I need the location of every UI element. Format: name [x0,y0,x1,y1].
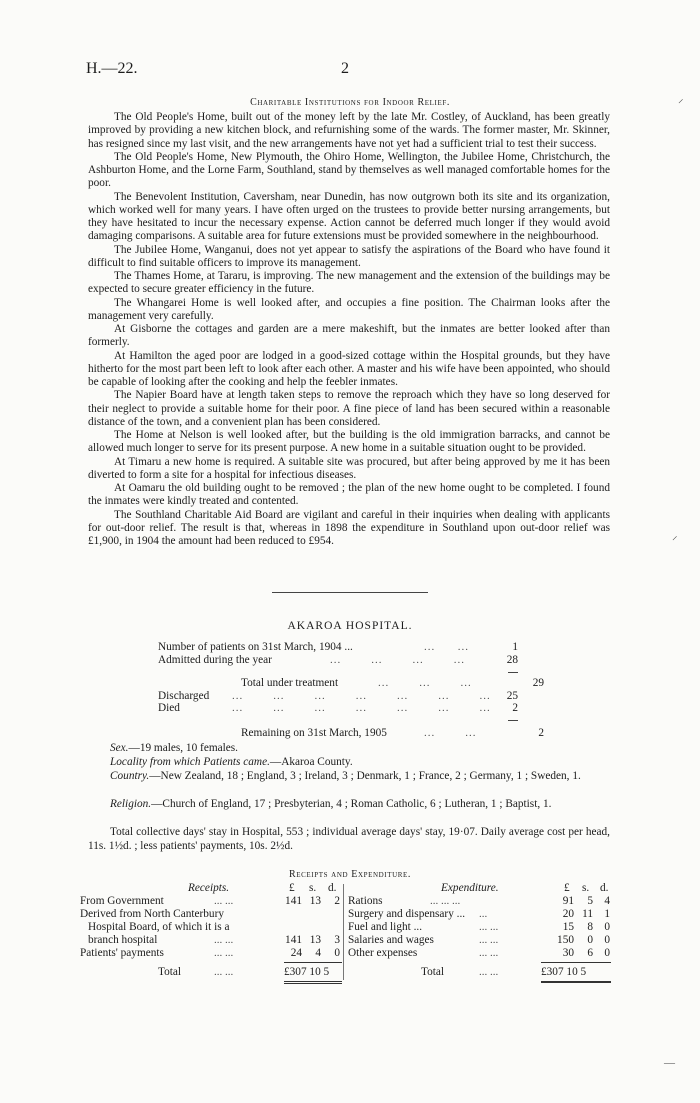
expenditure-shillings: 8 [587,921,593,933]
stat-label-died: Died [158,702,180,714]
paragraph: At Timaru a new home is required. A suitable site was procured, but after being approved by me it has been diverted to form a site for a hospital for infectious diseases. [88,455,610,481]
expenditure-pounds: 15 [562,921,574,933]
expenditure-label: Rations [348,895,383,907]
leader-dots: ... ... [214,934,234,946]
paragraph: At Oamaru the old building ought to be removed ; the plan of the new home ought to be completed. I found the inmates were kindly treated and contented. [88,482,610,508]
stat-label-discharged: Discharged [158,690,210,702]
expenditure-shillings: 6 [587,947,593,959]
hospital-title: AKAROA HOSPITAL. [287,620,413,632]
document-reference: H.—22. [86,60,138,77]
section-divider [272,592,428,593]
expenditure-total-label: Total [421,966,445,978]
stay-line: Total collective days' stay in Hospital, 553 ; individual average days' stay, 19·07. Daily average cost per head, 11s. 1½d. ; less patients' payments, 10s. 2½d. [88,826,610,852]
expenditure-pounds: 20 [562,908,574,920]
receipts-total-amount: £307 10 5 [284,966,330,978]
double-rule [284,981,342,982]
margin-mark: ⸍ [672,535,678,547]
expenditure-pence: 0 [604,934,610,946]
stat-label-remaining: Remaining on 31st March, 1905 [241,727,387,739]
margin-mark: — [664,1057,675,1069]
expenditure-pence: 0 [604,947,610,959]
religion-text: —Church of England, 17 ; Presbyterian, 4 ; Roman Catholic, 6 ; Lutheran, 1 ; Baptist, 1. [151,798,552,810]
money-col-pence: d. [600,882,609,894]
paragraph: The Old People's Home, built out of the money left by the late Mr. Costley, of Auckland, has been greatly improved by providing a new kitchen block, and refurnishing some of the wards. The former master, Mr. Skinner, has resigned since my last visit, and the new arrangements have not yet had a sufficient trial to test their success. [88,111,610,150]
country-line [88,770,610,784]
leader-dots: ... ... [214,966,234,978]
receipt-label: Patients' payments [80,947,164,959]
receipt-shillings: 13 [309,895,321,907]
paragraph: The Southland Charitable Aid Board are vigilant and careful in their inquiries when dealing with applicants for out-door relief. The result is that, whereas in 1898 the expenditure in Southland upon out-door relief was £1,900, in 1904 the amount had been reduced to £954. [88,508,610,547]
receipt-shillings: 13 [309,934,321,946]
double-rule [284,983,342,984]
sex-text: —19 males, 10 females. [128,742,239,754]
money-col-pounds: £ [289,882,295,894]
total-rule [284,962,342,963]
paragraph: The Home at Nelson is well looked after, but the building is the old immigration barracks, and cannot be allowed much longer to serve for its present purpose. A new home in a suitable situation ought to be provided. [88,429,610,455]
leader-dots: ... [479,908,488,920]
paragraph: The Old People's Home, New Plymouth, the Ohiro Home, Wellington, the Jubilee Home, Christchurch, the Ashburton Home, and the Lorne Farm, Southland, stand by themselves as well managed comfortable homes for the poor. [88,150,610,190]
paragraph: The Benevolent Institution, Caversham, near Dunedin, has now outgrown both its site and its organization, which worked well for many years. I have often urged on the trustees to provide better nursing arrangements, but they have hesitated to incur the necessary expense. Action cannot be deferred much longer if they would avoid damaging comparisons. A suitable area for future extensions must be provided somewhere in the neighbourhood. [88,190,610,243]
body-text [88,111,610,548]
expenditure-label: Fuel and light ... [348,921,423,933]
leader-dots: ... ... [479,947,499,959]
receipt-pounds: 141 [285,934,302,946]
column-divider [343,884,344,980]
country-label: Country. [110,770,150,782]
stat-label-patients: Number of patients on 31st March, 1904 ... [158,641,353,653]
paragraph: The Napier Board have at length taken steps to remove the reproach which they have so long deserved for their neglect to provide a suitable home for their poor. A fine piece of land has been secured within a reasonable distance of the town, and a convenient plan has been considered. [88,389,610,428]
section-title: Charitable Institutions for Indoor Relief. [250,97,450,108]
receipt-pence: 3 [334,934,340,946]
expenditure-shillings: 11 [582,908,593,920]
expenditure-label: Surgery and dispensary ... [348,908,466,920]
country-text: —New Zealand, 18 ; England, 3 ; Ireland, 3 ; Denmark, 1 ; France, 2 ; Germany, 1 ; Sweden, 1. [149,770,581,782]
leader-dots: ... ... [424,641,469,653]
receipt-label: Derived from North Canterbury [80,908,224,920]
total-rule [541,962,611,963]
money-col-shillings: s. [582,882,590,894]
locality-text: —Akaroa County. [269,756,353,768]
paragraph: The Thames Home, at Tararu, is improving. The new management and the extension of the buildings may be expected to secure greater efficiency in the future. [88,270,610,296]
paragraph: The Jubilee Home, Wanganui, does not yet appear to satisfy the aspirations of the Board who have found it difficult to find suitable officers to improve its management. [88,243,610,269]
leader-dots: ... ... ... [430,895,461,907]
receipt-shillings: 4 [315,947,321,959]
receipt-pence: 0 [334,947,340,959]
expenditure-pence: 1 [604,908,610,920]
expenditure-total-amount: £307 10 5 [541,966,587,978]
sum-rule [508,672,518,673]
leader-dots: ... ... [214,895,234,907]
expenditure-pounds: 30 [562,947,574,959]
expenditure-label: Salaries and wages [348,934,434,946]
receipts-heading: Receipts. [188,882,230,894]
religion-line [88,798,610,812]
expenditure-pounds: 91 [562,895,574,907]
stat-label-admitted: Admitted during the year [158,654,272,666]
paragraph: At Hamilton the aged poor are lodged in a good-sized cottage within the Hospital grounds, but they have hitherto for the most part been left to look after each other. A master and his wife have been appointed, who should be capable of looking after the cooking and help the feebler inmates. [88,349,610,388]
leader-dots: ... ... [479,966,499,978]
receipt-pounds: 141 [285,895,302,907]
page-number: 2 [341,60,349,77]
leader-dots: ... ... ... ... ... ... ... [232,702,491,714]
receipts-total-label: Total [158,966,182,978]
expenditure-pounds: 150 [557,934,574,946]
expenditure-pence: 0 [604,921,610,933]
expenditure-heading: Expenditure. [441,882,499,894]
stat-value-total: 29 [532,677,544,689]
expenditure-shillings: 5 [587,895,593,907]
sum-rule [508,720,518,721]
paragraph: The Whangarei Home is well looked after, and occupies a fine position. The Chairman looks after the management very carefully. [88,296,610,322]
double-rule [541,981,611,983]
stat-value-patients: 1 [512,641,518,653]
accounts-title: Receipts and Expenditure. [289,869,411,880]
sex-line [88,742,610,756]
stat-value-discharged: 25 [506,690,518,702]
margin-mark: ⸍ [678,98,684,110]
receipt-pounds: 24 [290,947,302,959]
leader-dots: ... ... [424,727,477,739]
leader-dots: ... ... [479,934,499,946]
money-col-pence: d. [328,882,337,894]
locality-label: Locality from which Patients came. [110,756,270,768]
stat-value-died: 2 [512,702,518,714]
stat-label-total: Total under treatment [241,677,339,689]
expenditure-shillings: 0 [587,934,593,946]
money-col-shillings: s. [309,882,317,894]
leader-dots: ... ... [479,921,499,933]
leader-dots: ... ... ... [378,677,472,689]
expenditure-pence: 4 [604,895,610,907]
religion-label: Religion. [110,798,152,810]
receipt-label: From Government [80,895,164,907]
receipt-pence: 2 [334,895,340,907]
leader-dots: ... ... [214,947,234,959]
paragraph: At Gisborne the cottages and garden are a mere makeshift, but the inmates are better looked after than formerly. [88,323,610,349]
stat-value-admitted: 28 [506,654,518,666]
money-col-pounds: £ [564,882,570,894]
receipt-label: branch hospital [88,934,158,946]
expenditure-label: Other expenses [348,947,418,959]
locality-line [88,756,610,770]
sex-label: Sex. [110,742,129,754]
leader-dots: ... ... ... ... [330,654,465,666]
leader-dots: ... ... ... ... ... ... ... [232,690,491,702]
receipt-label: Hospital Board, of which it is a [88,921,230,933]
stat-value-remaining: 2 [538,727,544,739]
